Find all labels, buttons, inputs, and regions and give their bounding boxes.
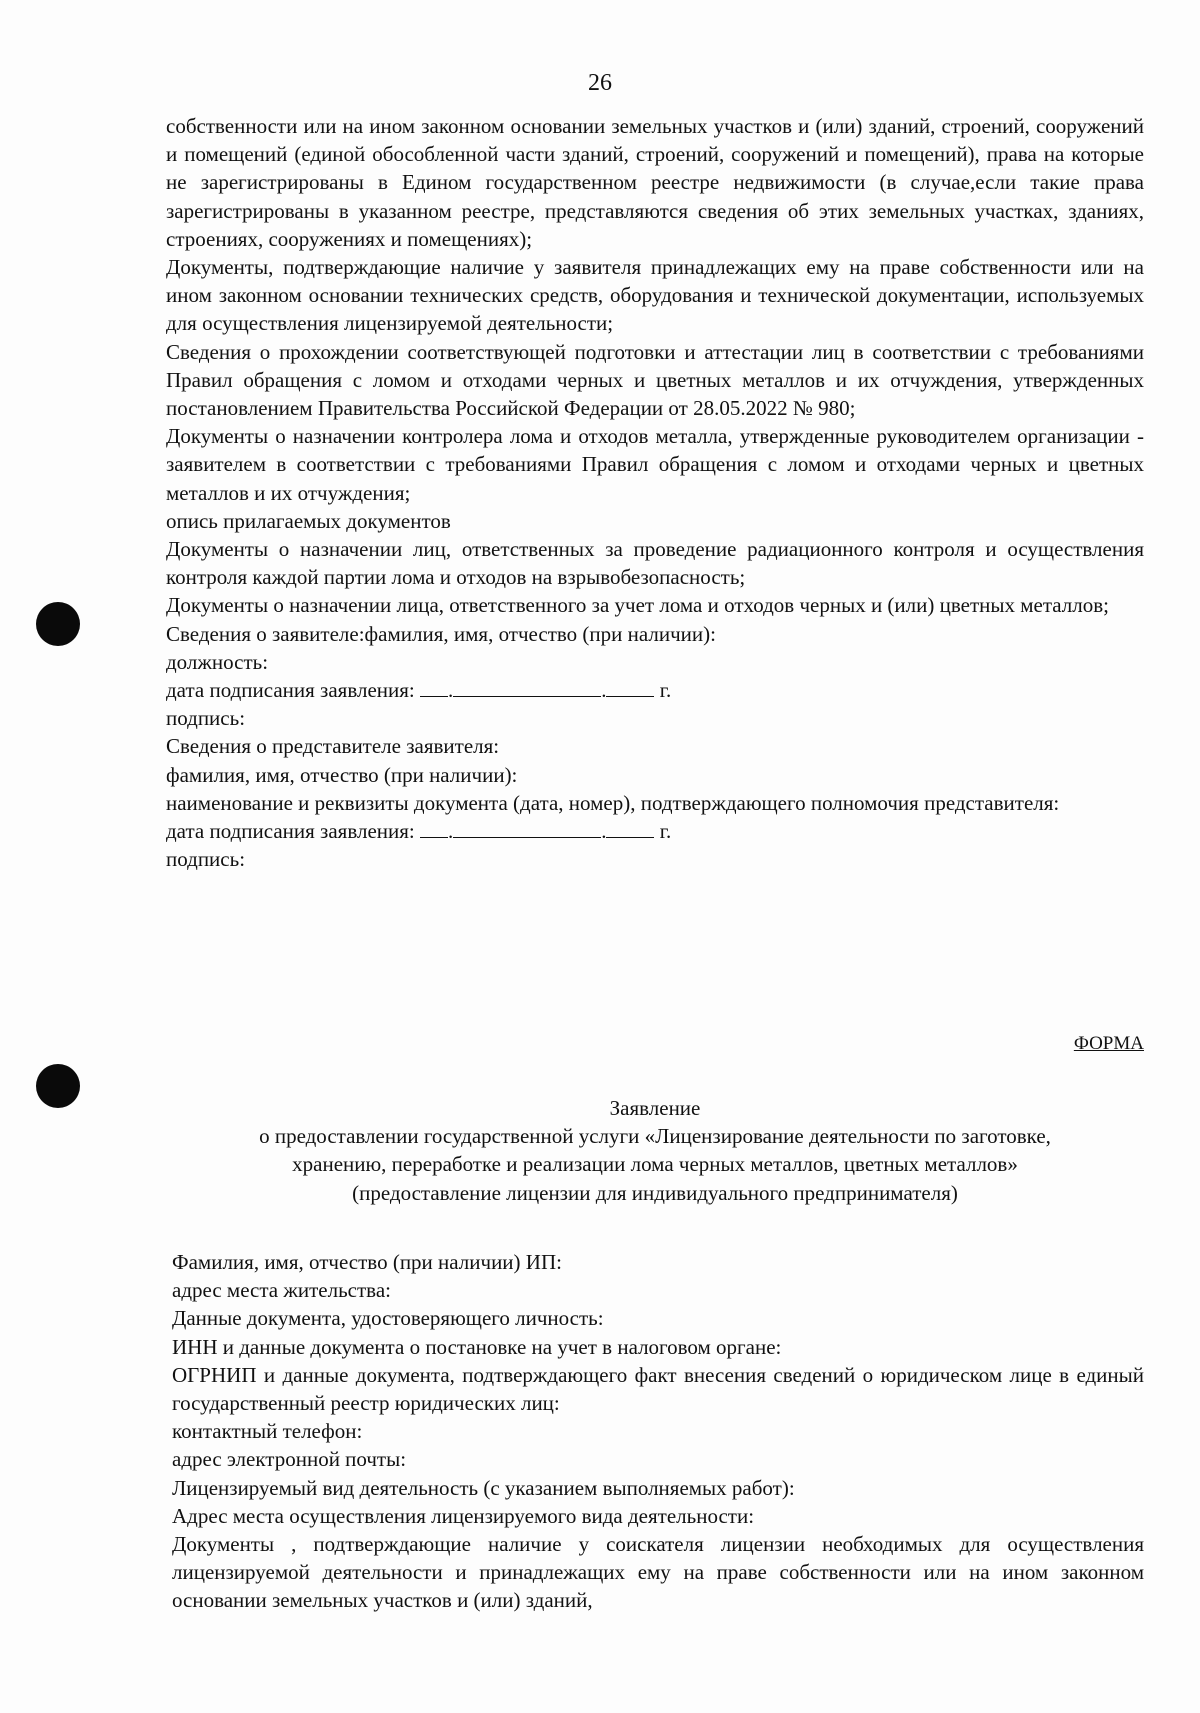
punch-hole-bottom	[36, 1064, 80, 1108]
paragraph-radiation-control: Документы о назначении лиц, ответственных за проведение радиационного контроля и осуществления контроля каждой партии лома и отходов на взрывобезопасность;	[166, 537, 1144, 590]
application-heading	[166, 1094, 1144, 1207]
heading-subtitle-line-1: о предоставлении государственной услуги «Лицензирование деятельности по заготовке,	[259, 1124, 1051, 1149]
applicant-signature-field: подпись:	[166, 706, 246, 731]
year-suffix: г.	[659, 678, 672, 703]
identity-document-field: Данные документа, удостоверяющего личность:	[172, 1306, 604, 1331]
month-blank	[453, 819, 601, 838]
email-field: адрес электронной почты:	[172, 1447, 407, 1472]
activity-address-field: Адрес места осуществления лицензируемого вида деятельности:	[172, 1503, 755, 1528]
representative-signing-date-field: дата подписания заявления: . . г.	[166, 819, 672, 844]
representative-name-field: фамилия, имя, отчество (при наличии):	[166, 762, 518, 787]
paragraph-technical-means: Документы, подтверждающие наличие у заявителя принадлежащих ему на праве собственности или на ином законном основании технических средств, оборудования и технической документации, используемых для осуществления лицензируемой деятельности;	[166, 255, 1144, 336]
paragraph-property-rights: собственности или на ином законном основании земельных участков и (или) зданий, строений, сооружений и помещений (единой обособленной части зданий, строений, сооружений и помещений), права на которые не зарегистрированы в Едином государственном реестре недвижимости (в случае,если такие права зарегистрированы в указанном реестре, представляются сведения об этих земельных участках, зданиях, строениях, сооружениях и помещениях);	[166, 114, 1144, 251]
representative-heading: Сведения о представителе заявителя:	[166, 734, 500, 759]
licensed-activity-field: Лицензируемый вид деятельность (с указанием выполняемых работ):	[172, 1475, 795, 1500]
year-blank	[606, 678, 654, 697]
heading-subtitle-line-2: хранению, переработке и реализации лома черных металлов, цветных металлов»	[292, 1152, 1018, 1177]
year-blank	[606, 819, 654, 838]
applicant-position-field: должность:	[166, 649, 269, 674]
paragraph-controller-appointment: Документы о назначении контролера лома и отходов металла, утвержденные руководителем организации - заявителем в соответствии с требованиями Правил обращения с ломом и отходами черных и цветных металлов и их отчуждения;	[166, 424, 1144, 505]
representative-signature-field: подпись:	[166, 847, 246, 872]
applicant-signing-date-field: дата подписания заявления: . . г.	[166, 678, 672, 703]
signing-date-label: дата подписания заявления:	[166, 819, 415, 844]
paragraph-required-property: Документы , подтверждающие наличие у соискателя лицензии необходимых для осуществления лицензируемой деятельности и принадлежащих ему на праве собственности или на ином законном основании земельных участков и (или) зданий,	[172, 1532, 1144, 1613]
day-blank	[420, 678, 448, 697]
section-entrepreneur-details	[172, 1248, 1144, 1615]
contact-phone-field: контактный телефон:	[172, 1419, 363, 1444]
ogrnip-field: ОГРНИП и данные документа, подтверждающего факт внесения сведений о юридическом лице в единый государственный реестр юридических лиц:	[172, 1362, 1144, 1416]
representative-authority-document-field: наименование и реквизиты документа (дата, номер), подтверждающего полномочия представителя:	[166, 790, 1060, 815]
signing-date-label: дата подписания заявления:	[166, 678, 415, 703]
inn-field: ИНН и данные документа о постановке на учет в налоговом органе:	[172, 1334, 782, 1359]
year-suffix: г.	[659, 819, 672, 844]
paragraph-attestation: Сведения о прохождении соответствующей подготовки и аттестации лиц в соответствии с требованиями Правил обращения с ломом и отходами черных и цветных металлов и их отчуждения, утвержденных постановлением Правительства Российской Федерации от 28.05.2022 № 980;	[166, 339, 1144, 421]
applicant-name-field: Сведения о заявителе:фамилия, имя, отчество (при наличии):	[166, 621, 716, 646]
paragraph-accounting-person: Документы о назначении лица, ответственного за учет лома и отходов черных и (или) цветных металлов;	[166, 593, 1110, 618]
punch-hole-top	[36, 602, 80, 646]
form-label: ФОРМА	[1073, 1033, 1144, 1054]
month-blank	[453, 678, 601, 697]
day-blank	[420, 819, 448, 838]
entrepreneur-name-field: Фамилия, имя, отчество (при наличии) ИП:	[172, 1250, 562, 1274]
heading-subtitle-line-3: (предоставление лицензии для индивидуального предпринимателя)	[352, 1180, 958, 1205]
heading-title: Заявление	[609, 1096, 701, 1120]
residence-address-field: адрес места жительства:	[172, 1278, 391, 1303]
page-number: 26	[588, 70, 612, 96]
paragraph-documents-inventory: опись прилагаемых документов	[166, 508, 451, 533]
section-applicant-documents	[166, 112, 1144, 873]
